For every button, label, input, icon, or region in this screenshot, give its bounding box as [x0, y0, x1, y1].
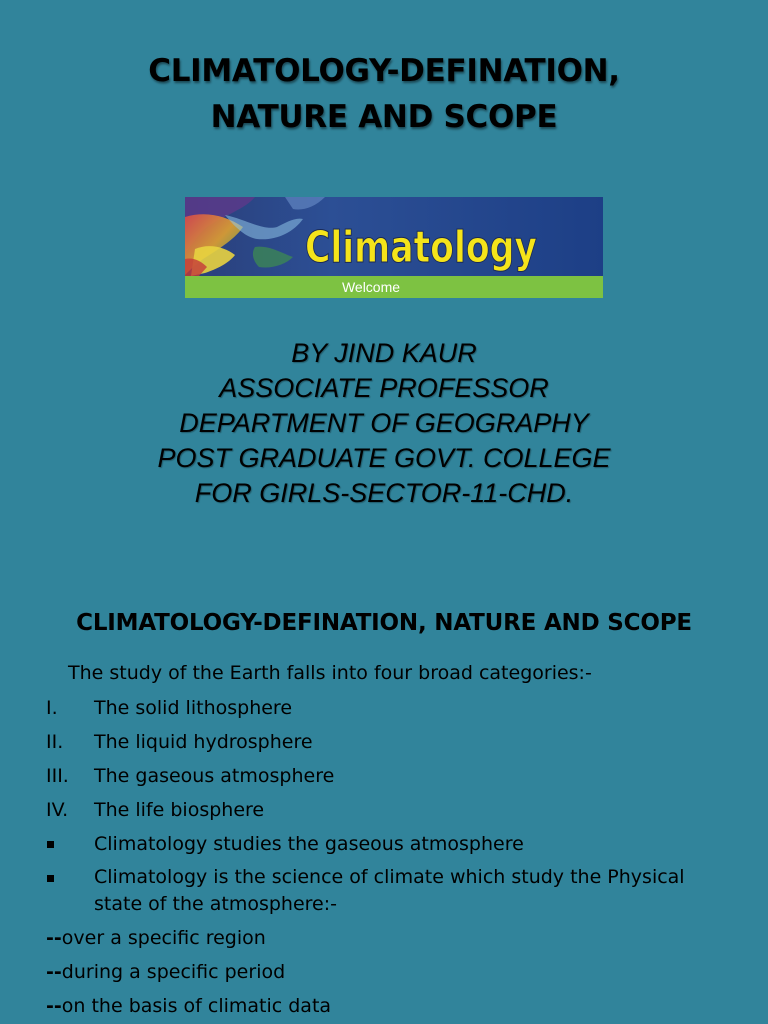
- list-item: [0, 762, 768, 796]
- list-item: [0, 796, 768, 830]
- bullet-item-text: [94, 864, 714, 918]
- byline-line-3: DEPARTMENT OF GEOGRAPHY: [179, 408, 589, 438]
- dash-item: [0, 992, 768, 1024]
- roman-numeral: II.: [46, 731, 64, 753]
- dash-item-line: [46, 992, 331, 1020]
- list-item: [0, 694, 768, 728]
- byline-line-5: FOR GIRLS-SECTOR-11-CHD.: [194, 478, 574, 508]
- roman-numeral: I.: [46, 697, 58, 719]
- dash-item-text: on the basis of climatic data: [61, 995, 332, 1017]
- bullet-item-text: Climatology studies the gaseous atmosphere: [94, 833, 524, 855]
- banner-logo-text: Climatology: [305, 222, 537, 273]
- square-bullet-icon: [47, 875, 54, 882]
- slide-title: [0, 48, 768, 140]
- list-item-text: The gaseous atmosphere: [94, 765, 335, 787]
- list-item-text: The life biosphere: [94, 799, 265, 821]
- roman-numeral: IV.: [46, 799, 69, 821]
- square-bullet-icon: [47, 841, 54, 848]
- banner-welcome-bar: [185, 276, 603, 298]
- bullet-item-text-line-2: state of the atmosphere:-: [94, 893, 338, 915]
- dash-marker: --: [46, 961, 62, 983]
- byline-line-4: POST GRADUATE GOVT. COLLEGE: [157, 443, 611, 473]
- bullet-item: [0, 864, 768, 924]
- banner-welcome-text: Welcome: [341, 279, 401, 295]
- roman-numeral: III.: [46, 765, 69, 787]
- byline-line-2: ASSOCIATE PROFESSOR: [219, 373, 549, 403]
- list-item-text: The liquid hydrosphere: [94, 731, 313, 753]
- byline-line-1: BY JIND KAUR: [291, 338, 477, 368]
- bullet-item: [0, 830, 768, 864]
- list-item-text: The solid lithosphere: [94, 697, 293, 719]
- dash-item-text: during a specific period: [61, 961, 286, 983]
- list-item: [0, 728, 768, 762]
- climatology-banner-image: [185, 197, 603, 298]
- content-slide-title: CLIMATOLOGY-DEFINATION, NATURE AND SCOPE: [76, 610, 692, 636]
- dash-marker: --: [46, 995, 62, 1017]
- intro-text: The study of the Earth falls into four broad categories:-: [68, 662, 592, 684]
- dash-item-line: [46, 924, 266, 952]
- dash-item: [0, 924, 768, 958]
- dash-marker: --: [46, 927, 62, 949]
- bullet-item-text-line-1: Climatology is the science of climate which study the Physical: [94, 866, 685, 888]
- dash-item-text: over a specific region: [61, 927, 266, 949]
- dash-item-line: [46, 958, 285, 986]
- category-list: [0, 694, 768, 1024]
- slide-title-line-1: CLIMATOLOGY-DEFINATION,: [148, 53, 620, 89]
- slide-title-line-2: NATURE AND SCOPE: [210, 99, 558, 135]
- content-slide: [0, 576, 768, 1024]
- author-byline: [0, 336, 768, 511]
- dash-item: [0, 958, 768, 992]
